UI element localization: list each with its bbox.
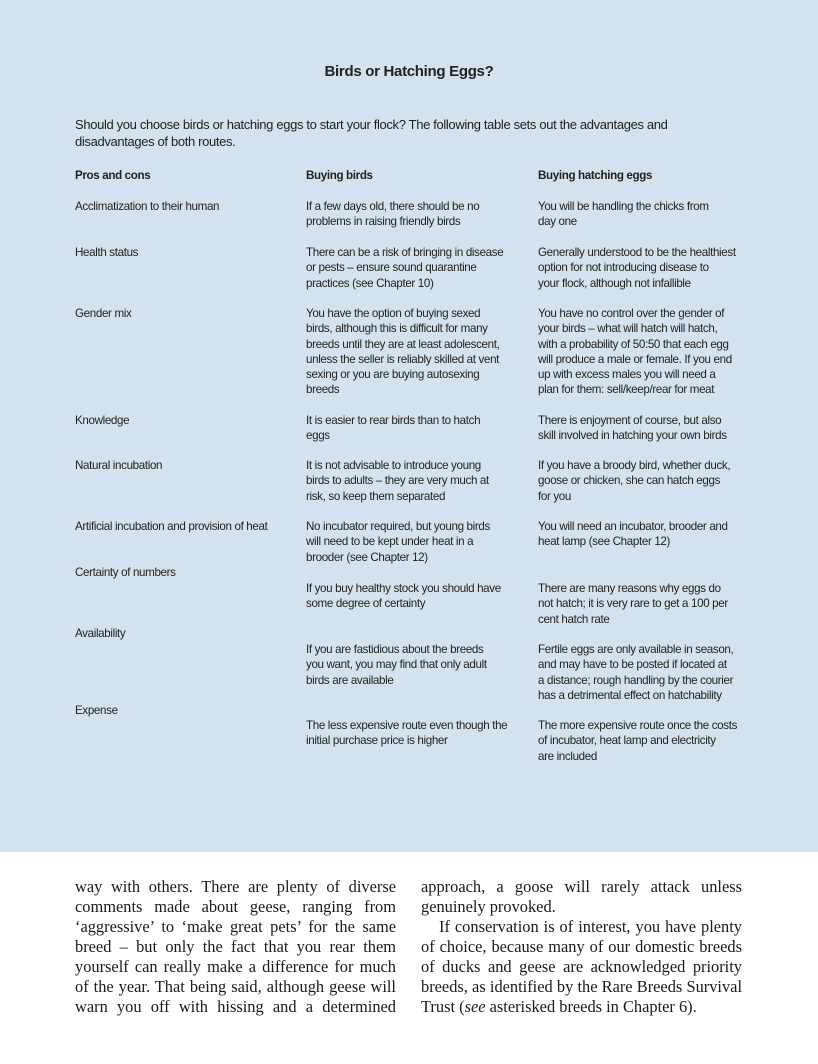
cell-line: goose or chicken, she can hatch eggs bbox=[538, 474, 721, 488]
body-line: approach, a goose will rarely attack unless bbox=[421, 877, 742, 896]
body-line: If conservation is of interest, you have plenty bbox=[439, 917, 742, 936]
row-label bbox=[75, 626, 300, 641]
cell-buying-birds bbox=[306, 519, 531, 565]
cell-buying-eggs bbox=[538, 519, 763, 550]
cell-buying-eggs bbox=[538, 718, 763, 764]
body-line: way with others. There are plenty of diverse bbox=[75, 877, 396, 896]
body-line: yourself can really make a difference for much bbox=[75, 957, 396, 976]
cell-line: with a probability of 50:50 that each egg bbox=[538, 337, 729, 351]
cell-line: will produce a male or female. If you end bbox=[538, 352, 732, 366]
cell-line: If you buy healthy stock you should have bbox=[306, 582, 501, 595]
cell-line: unless the seller is reliably skilled at vent bbox=[306, 352, 500, 366]
body-column-left bbox=[75, 877, 396, 1017]
cell-line: sexing or you are buying autosexing bbox=[306, 368, 480, 382]
cell-line: eggs bbox=[306, 429, 330, 443]
cell-line: of incubator, heat lamp and electricity bbox=[538, 734, 716, 748]
cell-line: Expense bbox=[75, 704, 118, 717]
cell-line: Generally understood to be the healthiest bbox=[538, 246, 736, 259]
cell-buying-eggs bbox=[538, 306, 763, 398]
cell-buying-eggs bbox=[538, 581, 763, 627]
body-line bbox=[421, 997, 742, 1017]
body-line: of choice, because many of our domestic breeds bbox=[421, 937, 742, 956]
cell-line: Acclimatization to their human bbox=[75, 200, 220, 213]
cell-line: brooder (see Chapter 12) bbox=[306, 550, 428, 564]
cell-line: The less expensive route even though the bbox=[306, 719, 508, 732]
cell-buying-eggs bbox=[538, 413, 763, 444]
cell-line: initial purchase price is higher bbox=[306, 734, 448, 748]
cell-buying-birds bbox=[306, 199, 531, 230]
cell-buying-eggs bbox=[538, 199, 763, 230]
box-title: Birds or Hatching Eggs? bbox=[324, 63, 494, 80]
cell-line: Certainty of numbers bbox=[75, 566, 176, 579]
body-line: warn you off with hissing and a determined bbox=[75, 997, 396, 1016]
cell-line: problems in raising friendly birds bbox=[306, 215, 461, 229]
cell-line: for you bbox=[538, 489, 571, 503]
row-label bbox=[75, 245, 300, 260]
cell-line: breeds bbox=[306, 383, 340, 397]
cell-line: You will be handling the chicks from bbox=[538, 200, 709, 213]
cell-line: are included bbox=[538, 749, 597, 763]
body-line-part: asterisked breeds in Chapter 6). bbox=[485, 997, 697, 1016]
cell-buying-birds bbox=[306, 306, 531, 398]
cell-line: your flock, although not infallible bbox=[538, 276, 691, 290]
cell-line: birds to adults – they are very much at bbox=[306, 474, 489, 488]
cell-buying-birds bbox=[306, 718, 531, 749]
row-label bbox=[75, 413, 300, 428]
header-buying-eggs: Buying hatching eggs bbox=[538, 169, 653, 182]
body-line: comments made about geese, ranging from bbox=[75, 897, 396, 916]
cell-line: birds, although this is difficult for many bbox=[306, 322, 488, 336]
body-line: of ducks and geese are acknowledged priority bbox=[421, 957, 742, 976]
cell-line: has a detrimental effect on hatchability bbox=[538, 688, 722, 702]
body-line: genuinely provoked. bbox=[421, 897, 556, 916]
cell-line: will need to be kept under heat in a bbox=[306, 535, 474, 549]
body-line: breed – but only the fact that you rear them bbox=[75, 937, 396, 956]
cell-line: Fertile eggs are only available in season, bbox=[538, 643, 734, 656]
cell-line: There are many reasons why eggs do bbox=[538, 582, 721, 595]
cell-line: There is enjoyment of course, but also bbox=[538, 414, 722, 427]
cell-buying-birds bbox=[306, 458, 531, 504]
cell-line: You have no control over the gender of bbox=[538, 307, 725, 320]
row-label bbox=[75, 703, 300, 718]
cell-line: It is not advisable to introduce young bbox=[306, 459, 481, 472]
cell-line: If a few days old, there should be no bbox=[306, 200, 480, 213]
cell-line: Natural incubation bbox=[75, 459, 163, 472]
cell-line: skill involved in hatching your own birds bbox=[538, 429, 727, 443]
cell-line: Availability bbox=[75, 627, 126, 640]
cell-buying-eggs bbox=[538, 642, 763, 703]
header-buying-birds: Buying birds bbox=[306, 169, 373, 182]
cell-line: you want, you may find that only adult bbox=[306, 658, 487, 672]
cell-buying-eggs bbox=[538, 458, 763, 504]
cell-line: cent hatch rate bbox=[538, 612, 610, 626]
cell-line: The more expensive route once the costs bbox=[538, 719, 738, 732]
row-label bbox=[75, 306, 300, 321]
cell-line: No incubator required, but young birds bbox=[306, 520, 490, 533]
cell-line: breeds until they are at least adolescent, bbox=[306, 337, 500, 351]
cell-line: option for not introducing disease to bbox=[538, 261, 709, 275]
row-label bbox=[75, 519, 300, 534]
body-column-right bbox=[421, 877, 742, 1017]
body-line: of the year. That being said, although geese will bbox=[75, 977, 396, 996]
cell-buying-birds bbox=[306, 642, 531, 688]
cell-line: heat lamp (see Chapter 12) bbox=[538, 535, 671, 549]
cell-line: and may have to be posted if located at bbox=[538, 658, 727, 672]
box-intro bbox=[75, 116, 715, 150]
cell-line: birds are available bbox=[306, 673, 394, 687]
cell-line: a distance; rough handling by the courier bbox=[538, 673, 734, 687]
intro-line: Should you choose birds or hatching eggs to start your flock? The following table sets out the advantages and bbox=[75, 117, 668, 132]
cell-line: Artificial incubation and provision of heat bbox=[75, 520, 268, 533]
cell-line: You will need an incubator, brooder and bbox=[538, 520, 728, 533]
body-line-part: Trust ( bbox=[421, 997, 465, 1016]
cell-line: You have the option of buying sexed bbox=[306, 307, 481, 320]
cell-line: not hatch; it is very rare to get a 100 per bbox=[538, 597, 728, 611]
body-line-part: see bbox=[464, 997, 486, 1016]
cell-line: your birds – what will hatch will hatch, bbox=[538, 322, 718, 336]
cell-line: plan for them: sell/keep/rear for meat bbox=[538, 383, 715, 397]
cell-buying-birds bbox=[306, 413, 531, 444]
row-label bbox=[75, 199, 300, 214]
row-label bbox=[75, 565, 300, 580]
row-label bbox=[75, 458, 300, 473]
cell-buying-birds bbox=[306, 581, 531, 612]
cell-buying-eggs bbox=[538, 245, 763, 291]
cell-line: If you are fastidious about the breeds bbox=[306, 643, 484, 656]
header-pros-cons: Pros and cons bbox=[75, 169, 151, 182]
cell-line: risk, so keep them separated bbox=[306, 489, 446, 503]
cell-line: Gender mix bbox=[75, 307, 132, 320]
cell-line: Health status bbox=[75, 246, 139, 259]
body-line: ‘aggressive’ to ‘make great pets’ for the same bbox=[75, 917, 396, 936]
cell-line: Knowledge bbox=[75, 414, 130, 427]
cell-line: If you have a broody bird, whether duck, bbox=[538, 459, 731, 472]
cell-line: There can be a risk of bringing in disease bbox=[306, 246, 504, 259]
cell-buying-birds bbox=[306, 245, 531, 291]
cell-line: day one bbox=[538, 215, 577, 229]
cell-line: some degree of certainty bbox=[306, 597, 426, 611]
cell-line: up with excess males you will need a bbox=[538, 368, 716, 382]
cell-line: or pests – ensure sound quarantine bbox=[306, 261, 477, 275]
cell-line: practices (see Chapter 10) bbox=[306, 276, 434, 290]
cell-line: It is easier to rear birds than to hatch bbox=[306, 414, 481, 427]
body-line: breeds, as identified by the Rare Breeds Survival bbox=[421, 977, 742, 996]
intro-line: disadvantages of both routes. bbox=[75, 134, 236, 149]
